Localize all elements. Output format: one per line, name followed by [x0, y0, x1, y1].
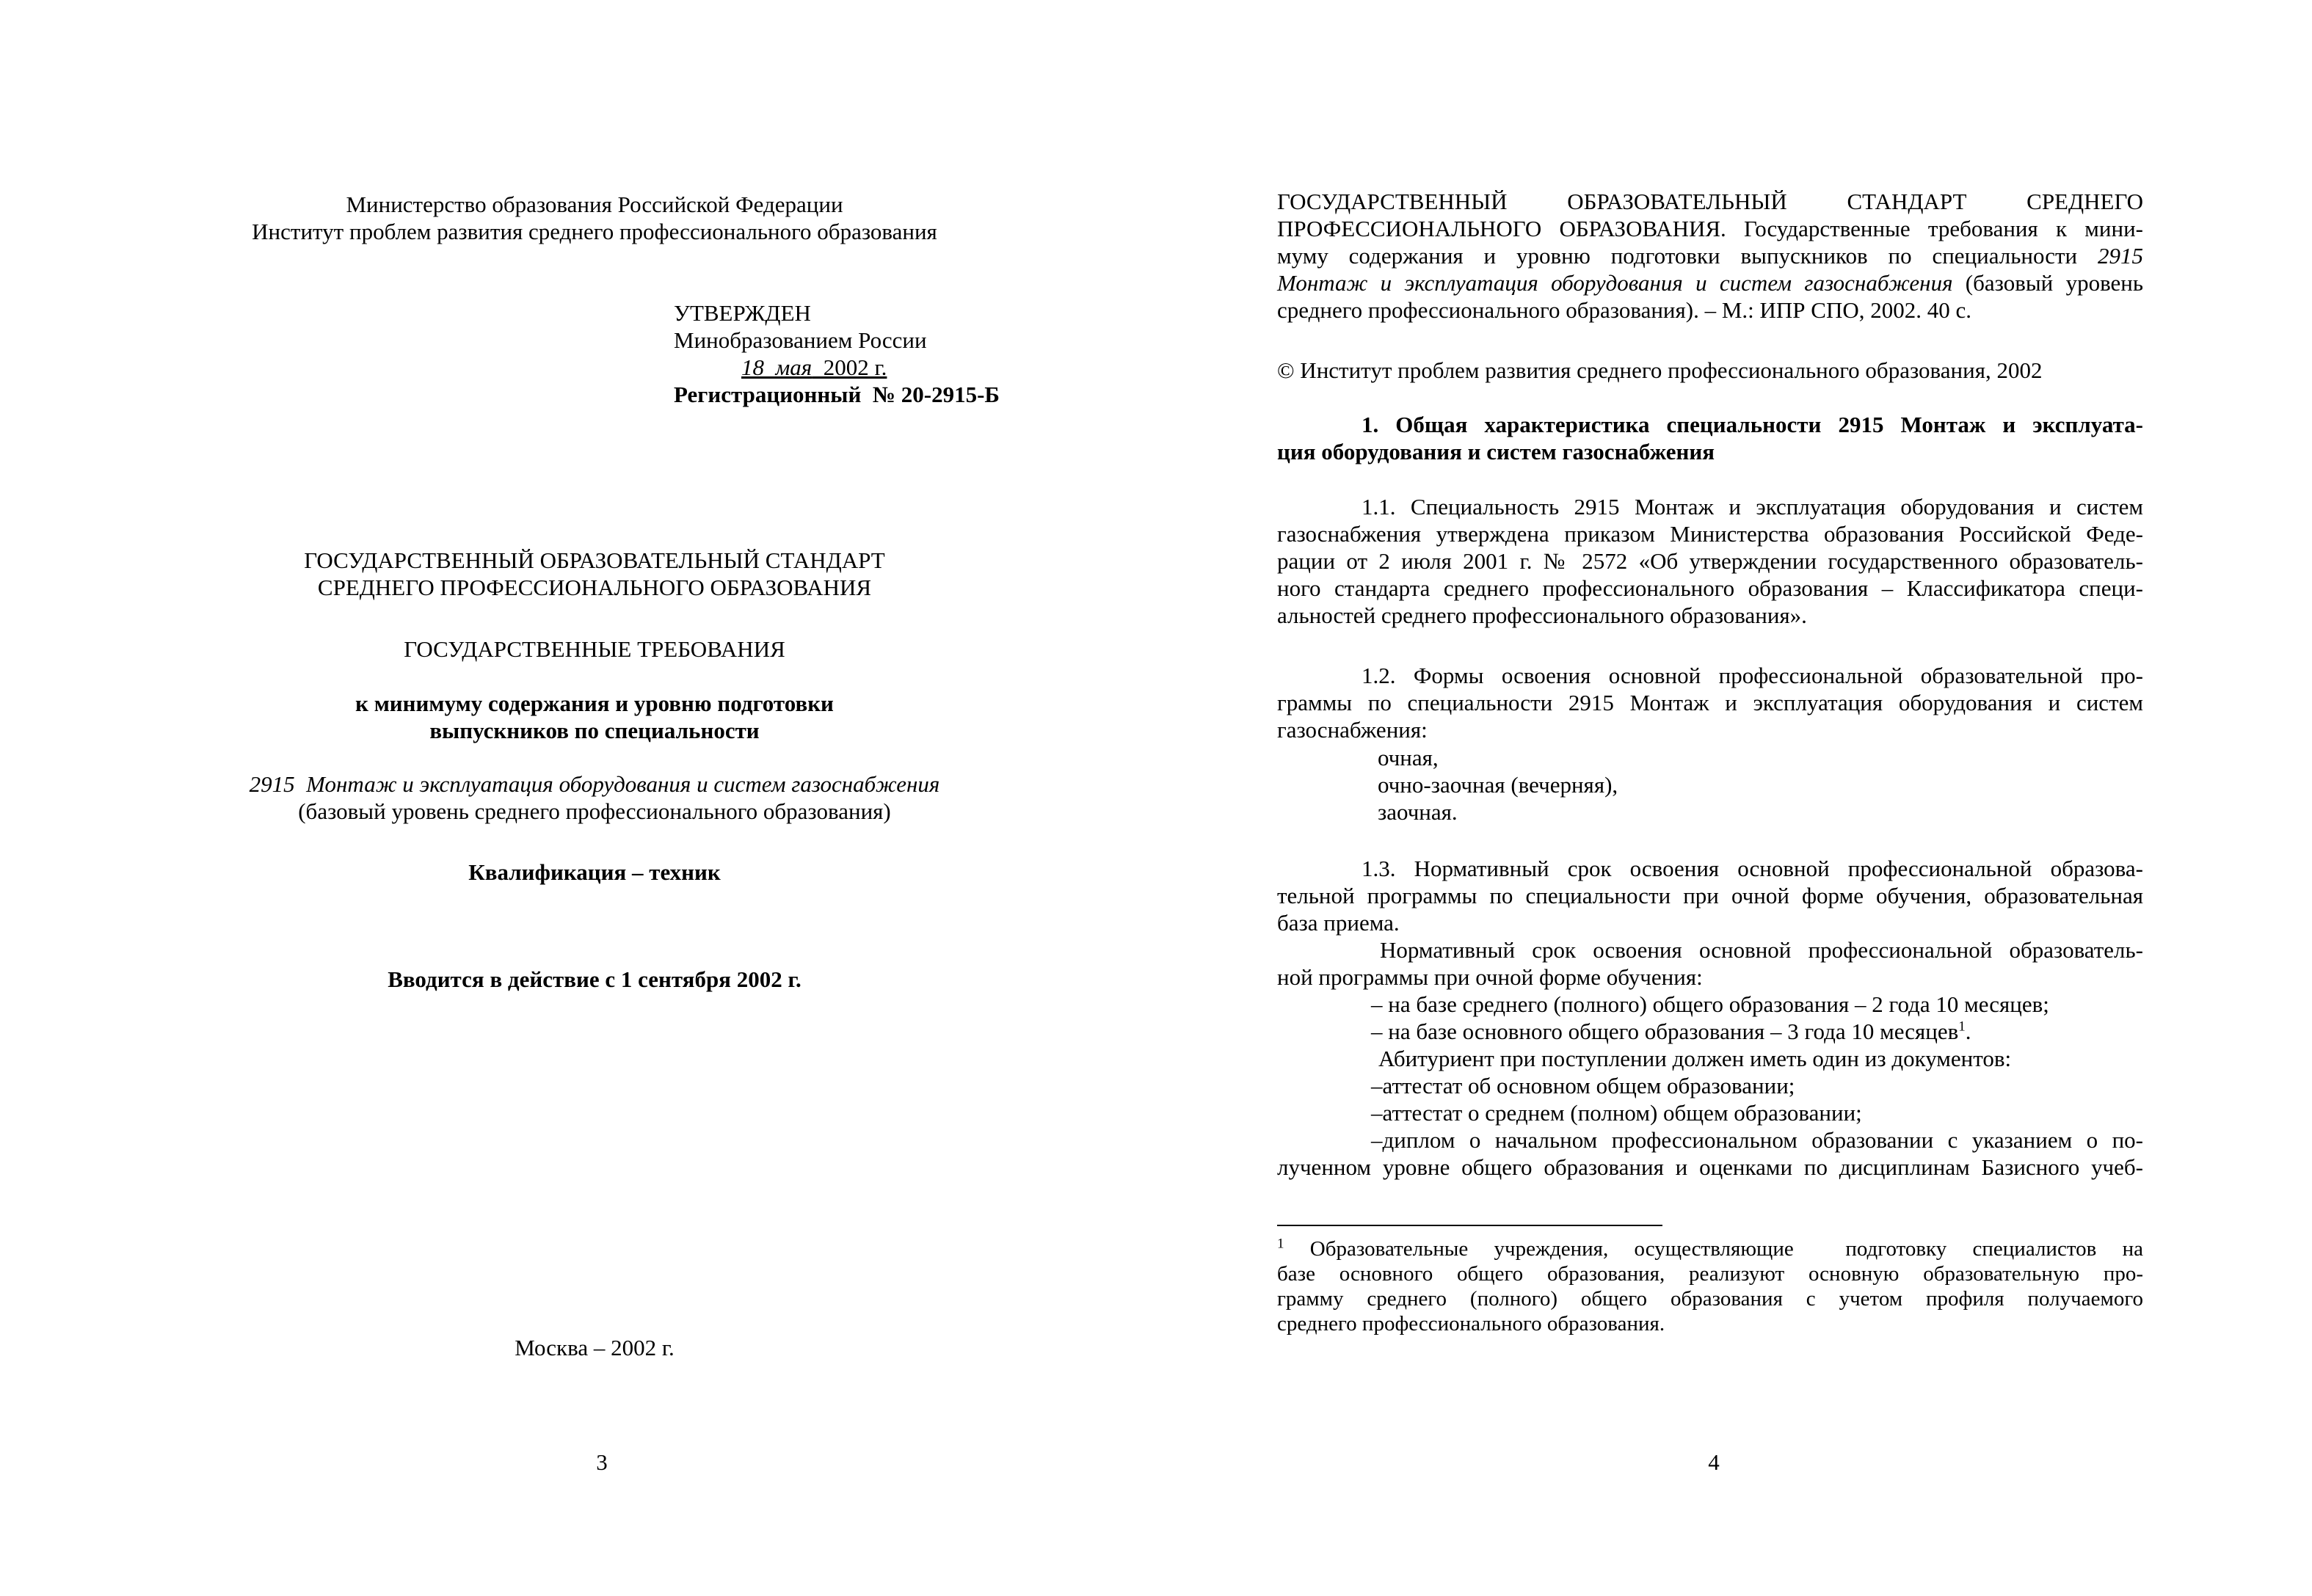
footnote — [1277, 1236, 2143, 1336]
p12-line-1: 1.2. Формы освоения основной профессиональной образовательной про- — [1362, 663, 2143, 688]
p12-line-3: газоснабжения: — [1277, 717, 1428, 743]
footnote-marker: 1 — [1277, 1236, 1284, 1252]
biblio-line-2: ПРОФЕССИОНАЛЬНОГО ОБРАЗОВАНИЯ. Государственные требования к мини- — [1277, 216, 2143, 241]
requirements-heading: ГОСУДАРСТВЕННЫЕ ТРЕБОВАНИЯ — [404, 636, 785, 662]
study-form-item: очно-заочная (вечерняя), — [1378, 772, 1618, 798]
footnote-line-1 — [1277, 1236, 2143, 1261]
title-line-1: ГОСУДАРСТВЕННЫЙ ОБРАЗОВАТЕЛЬНЫЙ СТАНДАРТ — [304, 547, 885, 573]
requirements-subtitle — [0, 690, 1189, 744]
approved-date-day-month: 18 мая — [741, 354, 813, 380]
footnote-separator — [1277, 1225, 1662, 1226]
title-line-2: СРЕДНЕГО ПРОФЕССИОНАЛЬНОГО ОБРАЗОВАНИЯ — [317, 575, 872, 600]
copyright-notice: © Институт проблем развития среднего профессионального образования, 2002 — [1277, 357, 2043, 383]
registration-number: Регистрационный № 20-2915-Б — [674, 382, 1000, 407]
term-item-2-end: . — [1965, 1019, 1971, 1044]
p11-line-3: рации от 2 июля 2001 г. № 2572 «Об утверждении государственного образователь- — [1277, 548, 2143, 574]
approved-date — [674, 354, 1055, 381]
p11-line-2: газоснабжения утверждена приказом Министерства образования Российской Феде- — [1277, 521, 2143, 547]
applicant-docs-intro: Абитуриент при поступлении должен иметь один из документов: — [1378, 1046, 2012, 1071]
education-level: (базовый уровень среднего профессионального образования) — [298, 798, 891, 824]
doc-item-3-line-2: лученном уровне общего образования и оценками по дисциплинам Базисного учеб- — [1277, 1154, 2143, 1180]
biblio-line-3-text: муму содержания и уровню подготовки выпускников по специальности — [1277, 243, 2078, 269]
section-heading-line-2: ция оборудования и систем газоснабжения — [1277, 439, 1715, 464]
study-form-item: очная, — [1378, 745, 1439, 770]
doc-item: –аттестат о среднем (полном) общем образовании; — [1371, 1100, 1862, 1126]
p13-line-3: база приема. — [1277, 910, 1400, 936]
standard-title — [0, 547, 1189, 601]
footnote-line-3: грамму среднего (полного) общего образования с учетом профиля получаемого — [1277, 1287, 2143, 1311]
paragraph-1-1 — [1277, 493, 2143, 629]
p11-line-5: альностей среднего профессионального образования». — [1277, 602, 1807, 628]
p11-line-4: ного стандарта среднего профессионального образования – Классификатора специ- — [1277, 575, 2143, 601]
ministry-header — [0, 191, 1189, 245]
study-forms-list — [1378, 744, 1965, 826]
approved-label: УТВЕРЖДЕН — [674, 300, 811, 326]
specialty-name: 2915 Монтаж и эксплуатация оборудования и систем газоснабжения — [249, 771, 940, 797]
doc-item: –аттестат об основном общем образовании; — [1371, 1073, 1795, 1098]
effective-date: Вводится в действие с 1 сентября 2002 г. — [388, 966, 801, 992]
approved-by: Минобразованием России — [674, 327, 927, 353]
subtitle-line-2: выпускников по специальности — [429, 718, 760, 743]
footnote-line-1-text: Образовательные учреждения, осуществляющие подготовку специалистов на — [1284, 1237, 2143, 1261]
institute-line: Институт проблем развития среднего профессионального образования — [252, 219, 937, 244]
biblio-line-3-code: 2915 — [2098, 243, 2144, 269]
biblio-line-5: среднего профессионального образования). – М.: ИПР СПО, 2002. 40 с. — [1277, 297, 1971, 323]
term-item-1: – на базе среднего (полного) общего образования – 2 года 10 месяцев; — [1371, 991, 2049, 1017]
page-number-right: 4 — [1708, 1449, 1720, 1475]
p11-line-1: 1.1. Специальность 2915 Монтаж и эксплуатация оборудования и систем — [1362, 494, 2143, 520]
ministry-line-1: Министерство образования Российской Федерации — [346, 192, 843, 217]
p12-line-2: граммы по специальности 2915 Монтаж и эксплуатация оборудования и систем — [1277, 690, 2143, 715]
p13-line-2: тельной программы по специальности при очной форме обучения, образовательная — [1277, 883, 2143, 908]
page-number-left: 3 — [596, 1449, 608, 1475]
p13-line-1: 1.3. Нормативный срок освоения основной профессиональной образова- — [1362, 856, 2143, 881]
bibliographic-record — [1277, 188, 2143, 324]
specialty-block — [0, 770, 1189, 825]
footnote-line-4: среднего профессионального образования. — [1277, 1312, 1665, 1336]
approved-date-year: 2002 г. — [812, 354, 887, 380]
subtitle-line-1: к минимуму содержания и уровню подготовки — [355, 690, 834, 716]
biblio-line-4-rest: (базовый уровень — [1952, 270, 2144, 296]
paragraph-1-3 — [1277, 855, 2143, 1181]
city-year: Москва – 2002 г. — [515, 1335, 675, 1360]
right-page — [1156, 0, 2312, 1596]
biblio-line-3 — [1277, 242, 2143, 269]
doc-item-3-line-1: –диплом о начальном профессиональном образовании с указанием о по- — [1371, 1127, 2143, 1153]
paragraph-1-2 — [1277, 662, 2143, 743]
qualification: Квалификация – техник — [468, 859, 721, 885]
term-item-2-text: – на базе основного общего образования – 3 года 10 месяцев — [1371, 1019, 1959, 1044]
p13b-line-2: ной программы при очной форме обучения: — [1277, 964, 1703, 990]
approval-block — [674, 299, 1055, 408]
study-form-item: заочная. — [1378, 799, 1458, 825]
biblio-specialty: Монтаж и эксплуатация оборудования и систем газоснабжения — [1277, 270, 1953, 296]
biblio-line-4 — [1277, 269, 2143, 296]
section-heading — [1277, 411, 2143, 465]
section-heading-line-1: 1. Общая характеристика специальности 2915 Монтаж и эксплуата- — [1362, 412, 2143, 437]
term-item-2 — [1277, 1018, 2143, 1045]
p13b-line-1: Нормативный срок освоения основной профессиональной образователь- — [1380, 937, 2143, 963]
footnote-ref: 1 — [1958, 1019, 1966, 1035]
footnote-line-2: базе основного общего образования, реализуют основную образовательную про- — [1277, 1262, 2143, 1286]
biblio-line-1: ГОСУДАРСТВЕННЫЙ ОБРАЗОВАТЕЛЬНЫЙ СТАНДАРТ СРЕДНЕГО — [1277, 189, 2143, 214]
